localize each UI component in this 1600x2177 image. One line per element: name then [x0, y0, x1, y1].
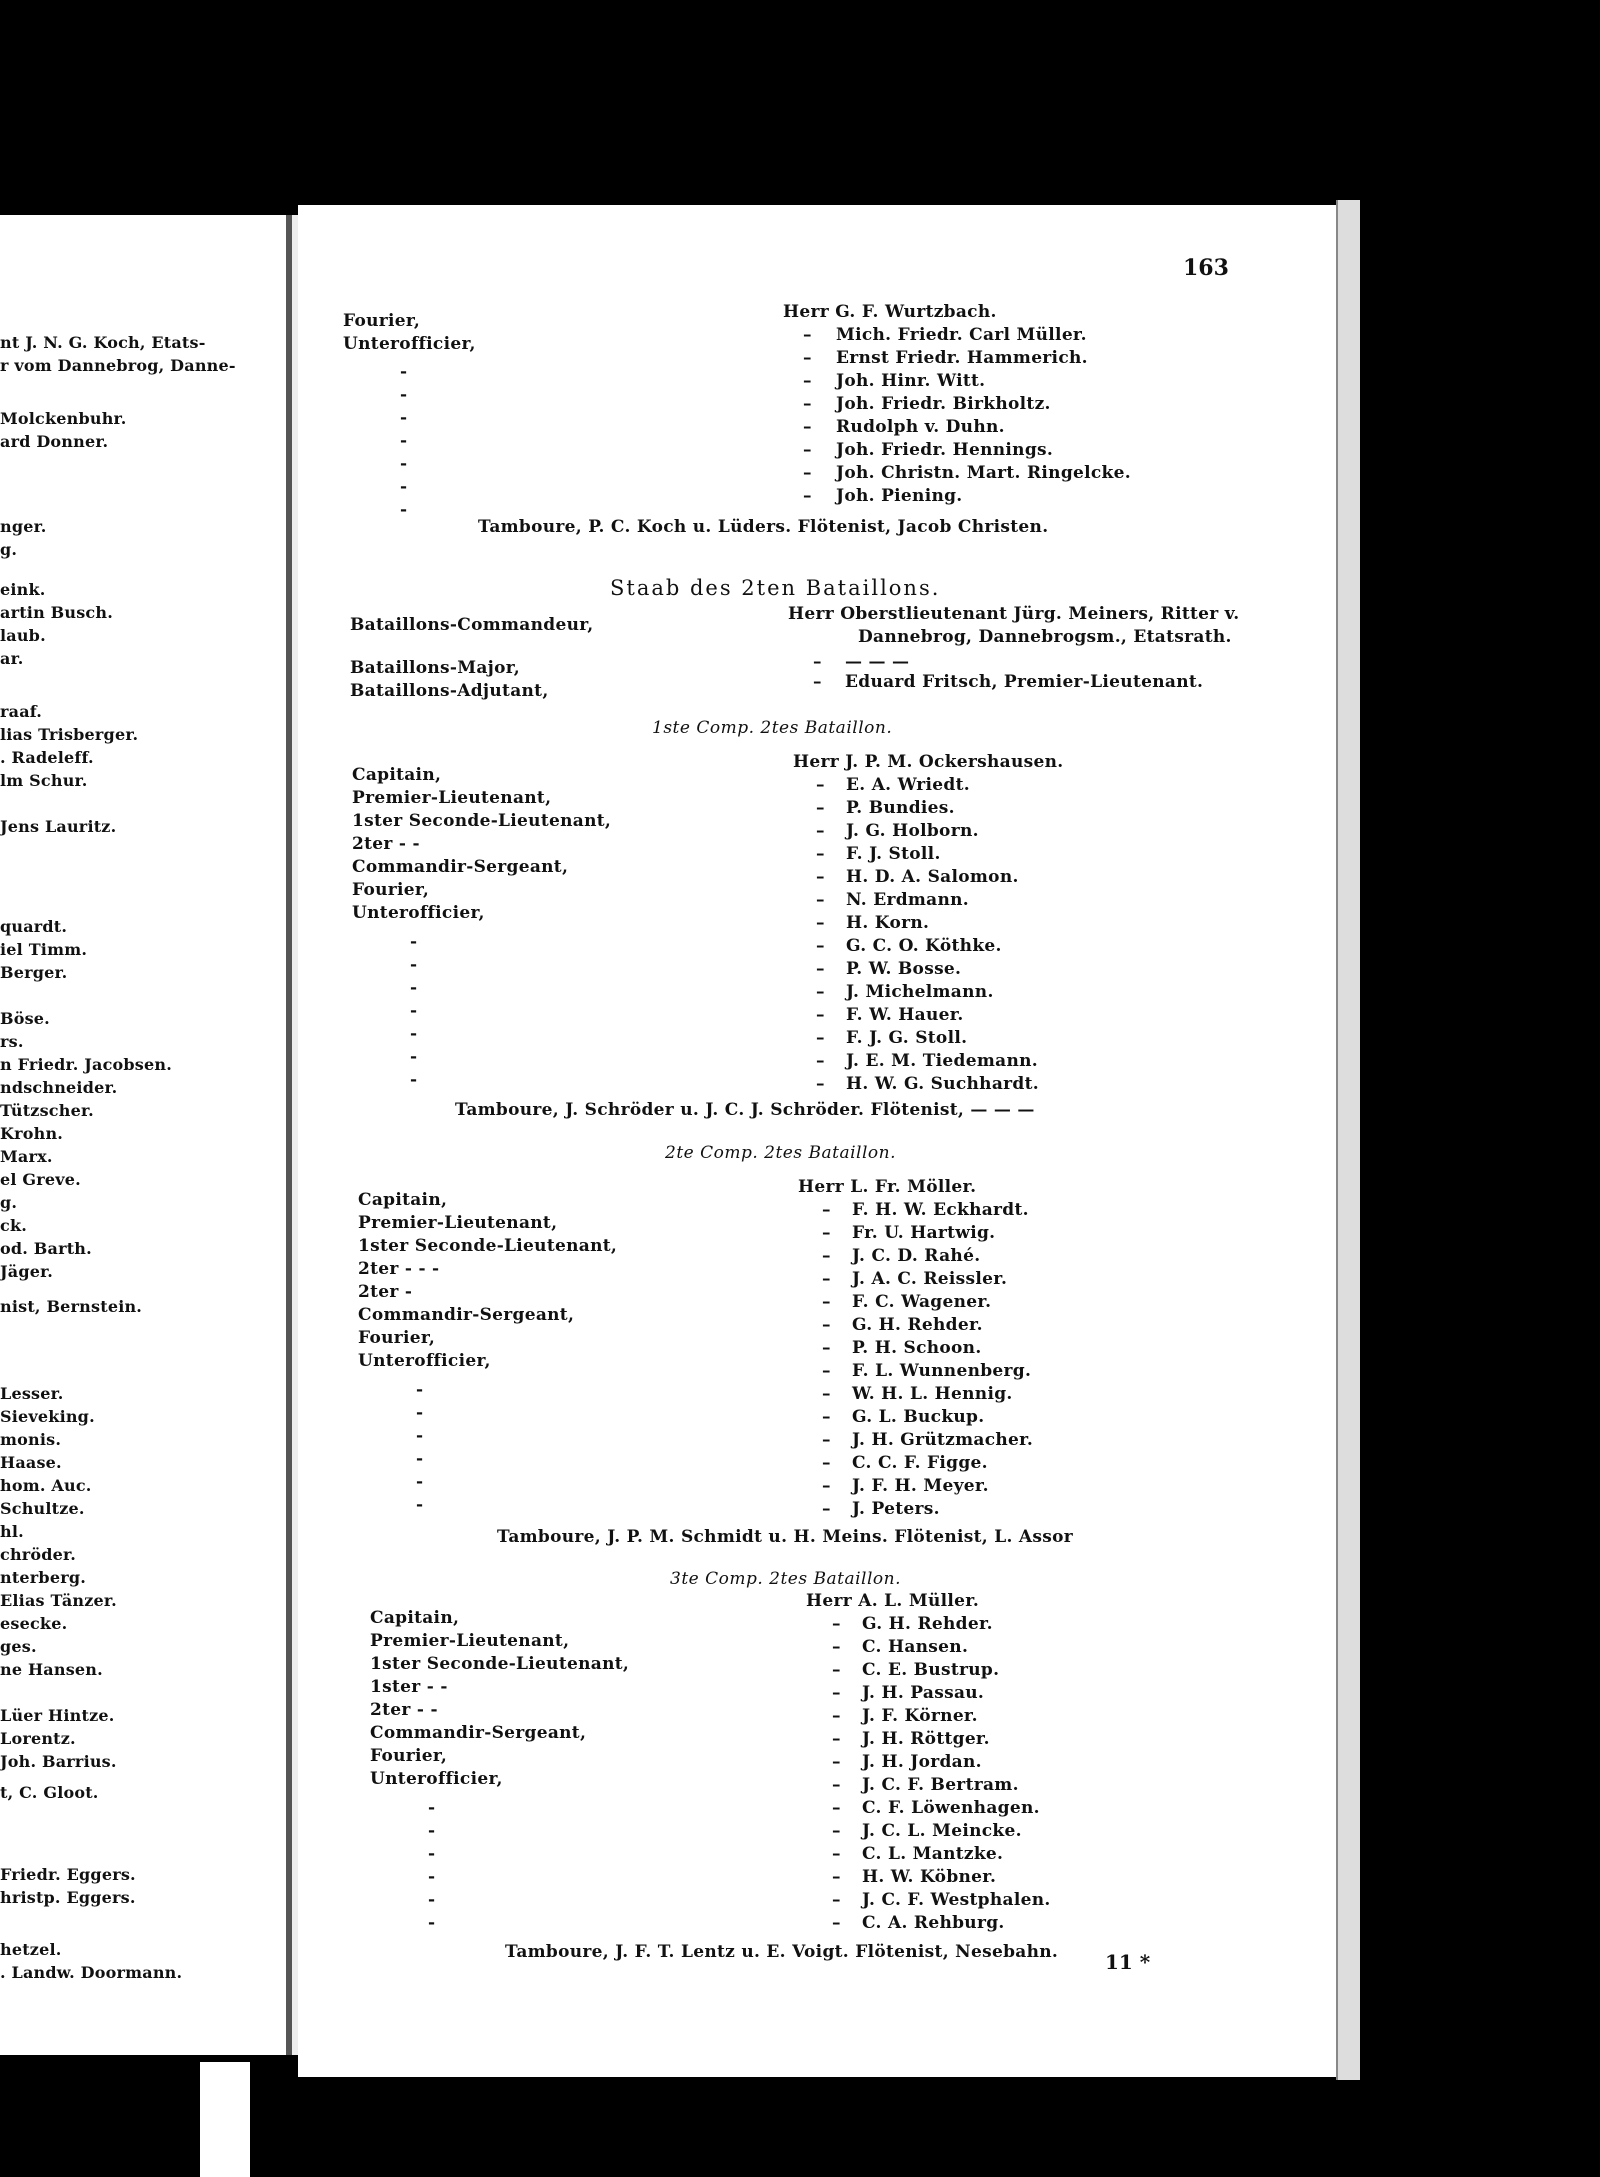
ditto-dash: –: [816, 982, 825, 1002]
rank-title: 2ter - -: [370, 1700, 438, 1720]
rank-title: Commandir-Sergeant,: [370, 1723, 587, 1743]
person-name: G. C. O. Köthke.: [846, 936, 1002, 956]
ditto-dash: –: [822, 1384, 831, 1404]
left-fragment: laub.: [0, 626, 46, 645]
left-fragment: lias Trisberger.: [0, 725, 139, 744]
ditto-dash: -: [410, 1047, 418, 1067]
ditto-dash: -: [410, 932, 418, 952]
left-fragment: ck.: [0, 1216, 27, 1235]
ditto-dash: –: [813, 672, 822, 692]
ditto-dash: –: [822, 1223, 831, 1243]
left-fragment: chröder.: [0, 1545, 76, 1564]
person-name: J. H. Passau.: [862, 1683, 985, 1703]
musicians-line: Tamboure, J. F. T. Lentz u. E. Voigt. Flötenist, Nesebahn.: [505, 1942, 1059, 1962]
ditto-dash: –: [832, 1913, 841, 1933]
person-name: J. H. Röttger.: [862, 1729, 990, 1749]
ditto-dash: -: [416, 1426, 424, 1446]
left-fragment: Böse.: [0, 1009, 50, 1028]
left-fragment: g.: [0, 540, 18, 559]
person-name: Rudolph v. Duhn.: [836, 417, 1005, 437]
person-name: Herr Oberstlieutenant Jürg. Meiners, Ritter v.: [788, 604, 1240, 624]
left-fragment: Sieveking.: [0, 1407, 95, 1426]
ditto-dash: –: [832, 1867, 841, 1887]
ditto-dash: -: [400, 431, 408, 451]
ditto-dash: –: [822, 1269, 831, 1289]
left-fragment: hom. Auc.: [0, 1476, 92, 1495]
ditto-dash: –: [803, 394, 812, 414]
ditto-dash: –: [832, 1752, 841, 1772]
rank-title: 2ter -: [358, 1282, 413, 1302]
ditto-dash: –: [816, 959, 825, 979]
left-fragment: ar.: [0, 649, 24, 668]
person-name: Herr G. F. Wurtzbach.: [783, 302, 997, 322]
rank-title: Premier-Lieutenant,: [370, 1631, 570, 1651]
ditto-dash: -: [400, 362, 408, 382]
left-fragment: Krohn.: [0, 1124, 64, 1143]
rank-title: Unterofficier,: [343, 334, 476, 354]
ditto-dash: –: [832, 1821, 841, 1841]
left-fragment: n Friedr. Jacobsen.: [0, 1055, 172, 1074]
rank-title: 1ster Seconde-Lieutenant,: [358, 1236, 618, 1256]
ditto-dash: -: [428, 1844, 436, 1864]
ditto-dash: –: [813, 652, 822, 672]
left-fragment: esecke.: [0, 1614, 68, 1633]
left-fragment: hetzel.: [0, 1940, 62, 1959]
person-name: Herr L. Fr. Möller.: [798, 1177, 977, 1197]
left-fragment: monis.: [0, 1430, 62, 1449]
ditto-dash: -: [410, 1001, 418, 1021]
left-fragment: Schultze.: [0, 1499, 85, 1518]
person-name: Joh. Friedr. Birkholtz.: [836, 394, 1051, 414]
rank-title: Fourier,: [352, 880, 430, 900]
left-fragment: iel Timm.: [0, 940, 88, 959]
left-fragment: g.: [0, 1193, 18, 1212]
person-name: J. Peters.: [852, 1499, 940, 1519]
rank-title: Fourier,: [370, 1746, 448, 1766]
ditto-dash: –: [803, 348, 812, 368]
ditto-dash: -: [416, 1472, 424, 1492]
person-name: H. W. Köbner.: [862, 1867, 997, 1887]
rank-title: Premier-Lieutenant,: [352, 788, 552, 808]
ditto-dash: –: [803, 417, 812, 437]
person-name: C. E. Bustrup.: [862, 1660, 1000, 1680]
person-name: Fr. U. Hartwig.: [852, 1223, 996, 1243]
ditto-dash: –: [832, 1844, 841, 1864]
musicians-line: Tamboure, P. C. Koch u. Lüders. Flötenist, Jacob Christen.: [478, 517, 1049, 537]
ditto-dash: –: [822, 1407, 831, 1427]
left-fragment: nterberg.: [0, 1568, 86, 1587]
left-fragment: artin Busch.: [0, 603, 113, 622]
left-fragment: Marx.: [0, 1147, 53, 1166]
ditto-dash: -: [416, 1495, 424, 1515]
person-name: H. Korn.: [846, 913, 930, 933]
ditto-dash: –: [822, 1499, 831, 1519]
ditto-dash: -: [410, 1024, 418, 1044]
person-name: — — —: [845, 652, 910, 672]
person-name: H. D. A. Salomon.: [846, 867, 1019, 887]
person-name: Joh. Friedr. Hennings.: [836, 440, 1054, 460]
person-name: C. C. F. Figge.: [852, 1453, 988, 1473]
rank-title: Bataillons-Adjutant,: [350, 681, 549, 701]
ditto-dash: –: [803, 371, 812, 391]
person-name: P. H. Schoon.: [852, 1338, 982, 1358]
left-fragment: Berger.: [0, 963, 68, 982]
person-name: G. L. Buckup.: [852, 1407, 985, 1427]
company-heading: 2te Comp. 2tes Bataillon.: [665, 1143, 896, 1163]
ditto-dash: –: [832, 1614, 841, 1634]
ditto-dash: –: [816, 936, 825, 956]
left-fragment: ges.: [0, 1637, 37, 1656]
rank-title: 1ster - -: [370, 1677, 448, 1697]
left-fragment: r vom Dannebrog, Danne-: [0, 356, 236, 375]
person-name: P. Bundies.: [846, 798, 955, 818]
left-fragment: hristp. Eggers.: [0, 1888, 136, 1907]
right-page: [298, 205, 1353, 2077]
person-name: F. J. G. Stoll.: [846, 1028, 968, 1048]
ditto-dash: –: [822, 1246, 831, 1266]
ditto-dash: –: [822, 1430, 831, 1450]
person-name: J. C. D. Rahé.: [852, 1246, 981, 1266]
person-name: C. Hansen.: [862, 1637, 969, 1657]
person-name: H. W. G. Suchhardt.: [846, 1074, 1039, 1094]
person-name: F. W. Hauer.: [846, 1005, 964, 1025]
person-name: C. L. Mantzke.: [862, 1844, 1004, 1864]
person-name: W. H. L. Hennig.: [852, 1384, 1013, 1404]
left-fragment: nist, Bernstein.: [0, 1297, 143, 1316]
person-name: J. H. Grützmacher.: [852, 1430, 1034, 1450]
left-fragment: Molckenbuhr.: [0, 409, 127, 428]
left-fragment: Joh. Barrius.: [0, 1752, 117, 1771]
person-name: G. H. Rehder.: [852, 1315, 983, 1335]
person-name: P. W. Bosse.: [846, 959, 962, 979]
ditto-dash: -: [400, 477, 408, 497]
rank-title: Capitain,: [370, 1608, 460, 1628]
person-name: J. A. C. Reissler.: [852, 1269, 1008, 1289]
left-fragment: raaf.: [0, 702, 43, 721]
rank-title: 1ster Seconde-Lieutenant,: [370, 1654, 630, 1674]
left-fragment: ne Hansen.: [0, 1660, 103, 1679]
ditto-dash: -: [400, 385, 408, 405]
person-name: Herr J. P. M. Ockershausen.: [793, 752, 1064, 772]
person-name: Mich. Friedr. Carl Müller.: [836, 325, 1087, 345]
ditto-dash: –: [832, 1660, 841, 1680]
musicians-line: Tamboure, J. Schröder u. J. C. J. Schröder. Flötenist, — — —: [455, 1100, 1035, 1120]
person-name: E. A. Wriedt.: [846, 775, 970, 795]
person-name: F. C. Wagener.: [852, 1292, 992, 1312]
person-name: F. H. W. Eckhardt.: [852, 1200, 1029, 1220]
person-name: F. L. Wunnenberg.: [852, 1361, 1032, 1381]
left-fragment: quardt.: [0, 917, 68, 936]
rank-title: Commandir-Sergeant,: [352, 857, 569, 877]
rank-title: Bataillons-Major,: [350, 658, 521, 678]
ditto-dash: –: [816, 890, 825, 910]
rank-title: Fourier,: [358, 1328, 436, 1348]
person-name: J. C. F. Westphalen.: [862, 1890, 1051, 1910]
page-number: 163: [1183, 255, 1229, 281]
left-fragment: Friedr. Eggers.: [0, 1865, 136, 1884]
person-name: Eduard Fritsch, Premier-Lieutenant.: [845, 672, 1204, 692]
person-name: Joh. Hinr. Witt.: [836, 371, 986, 391]
left-fragment: . Radeleff.: [0, 748, 94, 767]
rank-title: 2ter - -: [352, 834, 420, 854]
ditto-dash: -: [400, 408, 408, 428]
ditto-dash: –: [832, 1706, 841, 1726]
rank-title: Premier-Lieutenant,: [358, 1213, 558, 1233]
ditto-dash: -: [428, 1798, 436, 1818]
ditto-dash: -: [416, 1380, 424, 1400]
person-name: J. G. Holborn.: [846, 821, 979, 841]
person-name: J. F. H. Meyer.: [852, 1476, 989, 1496]
person-name: Joh. Christn. Mart. Ringelcke.: [836, 463, 1131, 483]
ditto-dash: –: [832, 1890, 841, 1910]
ditto-dash: -: [416, 1403, 424, 1423]
left-fragment: ard Donner.: [0, 432, 109, 451]
left-fragment: eink.: [0, 580, 46, 599]
left-page: [0, 215, 290, 2055]
ditto-dash: –: [822, 1361, 831, 1381]
ditto-dash: –: [822, 1476, 831, 1496]
section-heading: Staab des 2ten Bataillons.: [610, 576, 941, 600]
scan-bottom-strip: [200, 2062, 250, 2177]
person-name: J. C. F. Bertram.: [862, 1775, 1019, 1795]
rank-title: Capitain,: [352, 765, 442, 785]
left-fragment: lm Schur.: [0, 771, 88, 790]
ditto-dash: –: [822, 1338, 831, 1358]
rank-title: 1ster Seconde-Lieutenant,: [352, 811, 612, 831]
ditto-dash: -: [428, 1821, 436, 1841]
ditto-dash: -: [410, 955, 418, 975]
ditto-dash: –: [816, 798, 825, 818]
ditto-dash: -: [400, 500, 408, 520]
ditto-dash: –: [816, 1074, 825, 1094]
ditto-dash: –: [822, 1453, 831, 1473]
rank-title: Unterofficier,: [370, 1769, 503, 1789]
ditto-dash: –: [816, 1051, 825, 1071]
rank-title: Unterofficier,: [358, 1351, 491, 1371]
ditto-dash: –: [803, 463, 812, 483]
left-fragment: Lorentz.: [0, 1729, 76, 1748]
person-name: C. F. Löwenhagen.: [862, 1798, 1040, 1818]
rank-title: Fourier,: [343, 311, 421, 331]
ditto-dash: –: [822, 1315, 831, 1335]
left-fragment: rs.: [0, 1032, 24, 1051]
musicians-line: Tamboure, J. P. M. Schmidt u. H. Meins. Flötenist, L. Assor: [497, 1527, 1074, 1547]
left-fragment: . Landw. Doormann.: [0, 1963, 183, 1982]
rank-title: Capitain,: [358, 1190, 448, 1210]
person-name: Herr A. L. Müller.: [806, 1591, 980, 1611]
person-name: J. Michelmann.: [846, 982, 994, 1002]
ditto-dash: -: [400, 454, 408, 474]
ditto-dash: –: [816, 821, 825, 841]
left-fragment: Elias Tänzer.: [0, 1591, 117, 1610]
ditto-dash: –: [816, 867, 825, 887]
left-fragment: Lüer Hintze.: [0, 1706, 115, 1725]
ditto-dash: -: [410, 978, 418, 998]
ditto-dash: -: [416, 1449, 424, 1469]
left-fragment: Tützscher.: [0, 1101, 94, 1120]
left-fragment: el Greve.: [0, 1170, 81, 1189]
rank-title: Bataillons-Commandeur,: [350, 615, 594, 635]
company-heading: 1ste Comp. 2tes Bataillon.: [652, 718, 893, 738]
left-fragment: Jens Lauritz.: [0, 817, 117, 836]
left-fragment: nt J. N. G. Koch, Etats-: [0, 333, 206, 352]
left-fragment: Haase.: [0, 1453, 62, 1472]
person-name: J. H. Jordan.: [862, 1752, 982, 1772]
ditto-dash: –: [822, 1292, 831, 1312]
person-name: N. Erdmann.: [846, 890, 970, 910]
ditto-dash: -: [410, 1070, 418, 1090]
ditto-dash: –: [803, 486, 812, 506]
person-name: J. F. Körner.: [862, 1706, 978, 1726]
person-name: Dannebrog, Dannebrogsm., Etatsrath.: [858, 627, 1232, 647]
left-fragment: hl.: [0, 1522, 24, 1541]
ditto-dash: -: [428, 1890, 436, 1910]
ditto-dash: –: [816, 913, 825, 933]
ditto-dash: –: [832, 1729, 841, 1749]
ditto-dash: –: [832, 1798, 841, 1818]
rank-title: Unterofficier,: [352, 903, 485, 923]
left-fragment: Lesser.: [0, 1384, 64, 1403]
person-name: J. C. L. Meincke.: [862, 1821, 1022, 1841]
left-fragment: od. Barth.: [0, 1239, 92, 1258]
ditto-dash: –: [803, 440, 812, 460]
ditto-dash: –: [816, 775, 825, 795]
ditto-dash: -: [428, 1913, 436, 1933]
ditto-dash: –: [803, 325, 812, 345]
left-fragment: ndschneider.: [0, 1078, 118, 1097]
ditto-dash: –: [832, 1637, 841, 1657]
ditto-dash: –: [832, 1775, 841, 1795]
ditto-dash: –: [816, 1005, 825, 1025]
person-name: C. A. Rehburg.: [862, 1913, 1005, 1933]
left-fragment: nger.: [0, 517, 47, 536]
left-fragment: Jäger.: [0, 1262, 54, 1281]
ditto-dash: -: [428, 1867, 436, 1887]
person-name: F. J. Stoll.: [846, 844, 941, 864]
ditto-dash: –: [816, 844, 825, 864]
person-name: Joh. Piening.: [836, 486, 963, 506]
rank-title: 2ter - - -: [358, 1259, 440, 1279]
signature-mark: 11 *: [1105, 1950, 1151, 1974]
company-heading: 3te Comp. 2tes Bataillon.: [670, 1569, 901, 1589]
ditto-dash: –: [822, 1200, 831, 1220]
left-fragment: t, C. Gloot.: [0, 1783, 99, 1802]
ditto-dash: –: [832, 1683, 841, 1703]
ditto-dash: –: [816, 1028, 825, 1048]
person-name: G. H. Rehder.: [862, 1614, 993, 1634]
right-page-edge: [1336, 200, 1360, 2080]
rank-title: Commandir-Sergeant,: [358, 1305, 575, 1325]
person-name: Ernst Friedr. Hammerich.: [836, 348, 1088, 368]
person-name: J. E. M. Tiedemann.: [846, 1051, 1038, 1071]
